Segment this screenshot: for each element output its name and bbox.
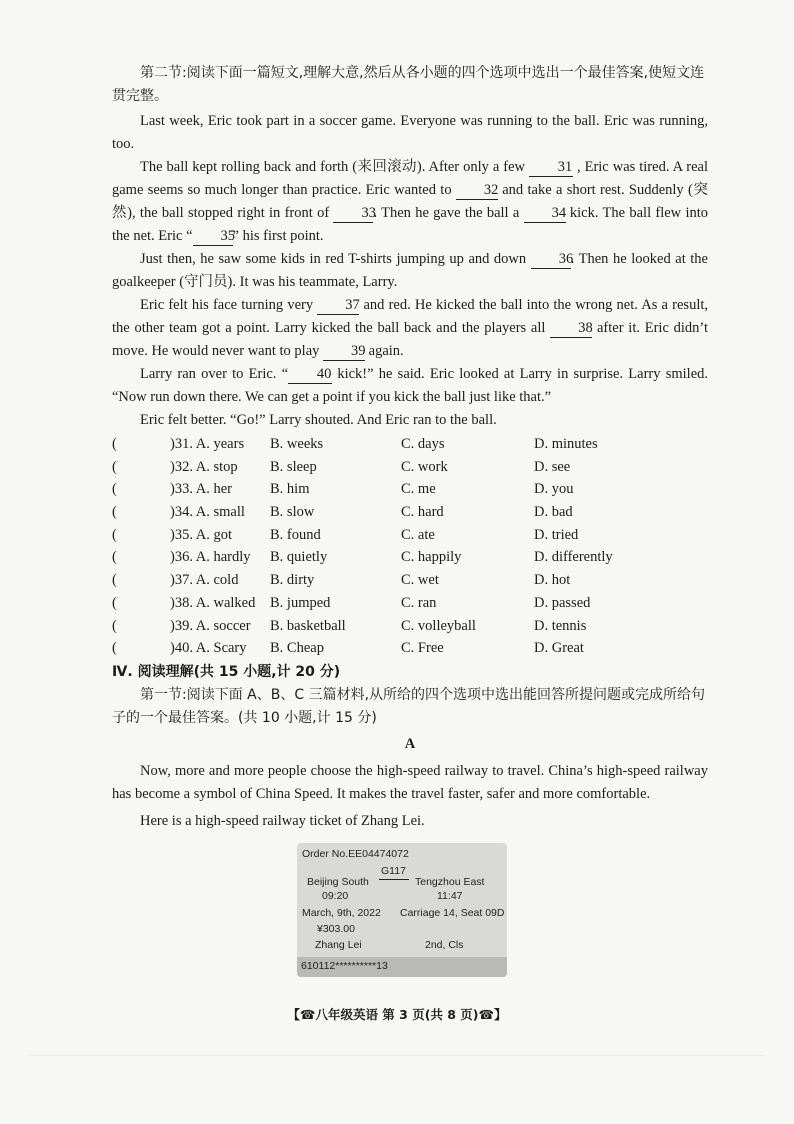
story-text: Larry ran over to Eric. “	[140, 366, 289, 382]
story-text: Just then, he saw some kids in red T-shirts jumping up and down	[140, 251, 527, 267]
option-d: D. Great	[534, 640, 584, 657]
option-c: C. happily	[401, 549, 462, 566]
blank-31: 31	[529, 158, 573, 177]
ticket-passenger-name: Zhang Lei	[315, 939, 362, 951]
option-c: C. ate	[401, 526, 435, 543]
answer-paren: (	[112, 549, 117, 566]
option-row	[112, 478, 708, 501]
railway-ticket	[297, 843, 507, 977]
blank-37: 37	[317, 296, 359, 315]
option-c: C. ran	[401, 594, 437, 611]
blank-35: 35	[193, 227, 233, 246]
ticket-class: 2nd, Cls	[425, 939, 464, 951]
option-b: B. basketball	[270, 617, 346, 634]
answer-paren: (	[112, 436, 117, 452]
option-c: C. Free	[401, 640, 444, 657]
option-a: )31. A. years	[170, 436, 245, 452]
story-text: kick. The ball flew into the net. Eric “	[112, 205, 709, 244]
page-footer: 【☎八年级英语 第 3 页(共 8 页)☎】	[287, 1007, 507, 1022]
ticket-seat: Carriage 14, Seat 09D	[400, 907, 505, 919]
option-d: D. differently	[534, 549, 613, 566]
option-b: B. him	[270, 481, 310, 498]
option-c: C. volleyball	[401, 617, 476, 634]
option-c: C. hard	[401, 504, 444, 521]
option-row	[112, 615, 708, 638]
option-d: D. you	[534, 481, 574, 498]
blank-32: 32	[456, 181, 498, 200]
blank-38: 38	[550, 319, 592, 338]
page-divider	[30, 1055, 764, 1056]
blank-36: 36	[531, 250, 571, 269]
option-b: B. slow	[270, 504, 315, 521]
option-row	[112, 456, 708, 479]
section4-heading: Ⅳ. 阅读理解(共 15 小题,计 20 分)	[112, 663, 341, 680]
option-b: B. sleep	[270, 458, 317, 475]
page-content	[112, 62, 708, 833]
story-text: . Then he gave the ball a	[373, 205, 520, 221]
ticket-depart-time: 09:20	[322, 890, 349, 902]
story-paragraph-5	[112, 363, 708, 409]
answer-paren: (	[112, 504, 117, 521]
answer-paren: (	[112, 640, 117, 657]
story-text: Eric felt his face turning very	[140, 297, 314, 313]
option-a: )39. A. soccer	[170, 617, 251, 634]
option-d: D. minutes	[534, 436, 598, 452]
answer-paren: (	[112, 526, 117, 543]
option-row	[112, 546, 708, 569]
passage-a-paragraph-2: Here is a high-speed railway ticket of Zhang Lei.	[140, 812, 425, 829]
option-row	[112, 569, 708, 592]
story-paragraph-6: Eric felt better. “Go!” Larry shouted. And Eric ran to the ball.	[140, 412, 497, 428]
section2-instructions: 第二节:阅读下面一篇短文,理解大意,然后从各小题的四个选项中选出一个最佳答案,使短文连贯完整。	[112, 65, 705, 104]
option-c: C. work	[401, 458, 448, 475]
story-text: , Eric was tired. A real game seems so much longer than practice. Eric wanted to	[112, 159, 709, 198]
story-text: and take a short rest. Suddenly (突然), the ball stopped right in front of	[112, 182, 709, 221]
ticket-order-number: Order No.EE04474072	[302, 848, 409, 860]
option-a: )37. A. cold	[170, 572, 239, 589]
ticket-arrive-time: 11:47	[437, 890, 463, 902]
ticket-date: March, 9th, 2022	[302, 907, 381, 919]
option-a: )36. A. hardly	[170, 549, 251, 566]
option-d: D. tried	[534, 526, 579, 543]
option-row	[112, 524, 708, 547]
passage-a-paragraph-1: Now, more and more people choose the high-speed railway to travel. China’s high-speed railway has become a symbol of China Speed. It makes the travel faster, safer and more comfortable.	[112, 762, 708, 802]
option-a: )32. A. stop	[170, 458, 238, 475]
ticket-id-number: 610112**********13	[301, 960, 388, 972]
story-paragraph-1: Last week, Eric took part in a soccer game. Everyone was running to the ball. Eric was running, too.	[112, 113, 708, 152]
option-c: C. me	[401, 481, 436, 498]
blank-33: 33	[333, 204, 373, 223]
option-b: B. Cheap	[270, 640, 324, 657]
story-paragraph-4	[112, 294, 708, 363]
option-d: D. hot	[534, 572, 571, 589]
story-text: kick!” he said. Eric looked at Larry in surprise. Larry smiled. “Now run down there. We can get a point if you kick the ball just like that.”	[112, 366, 709, 405]
option-d: D. bad	[534, 504, 573, 521]
option-c: C. wet	[401, 572, 439, 589]
answer-paren: (	[112, 458, 117, 475]
option-a: )35. A. got	[170, 526, 233, 543]
passage-a-title: A	[404, 735, 416, 752]
story-text: and red. He kicked the ball into the wrong net. As a result, the other team got a point. Larry kicked the ball back and the players all	[112, 297, 708, 336]
option-b: B. jumped	[270, 594, 331, 611]
blank-39: 39	[323, 342, 365, 361]
option-b: B. dirty	[270, 572, 315, 589]
story-text: . Then he looked at the goalkeeper (守门员). It was his teammate, Larry.	[112, 251, 708, 290]
story-text: again.	[368, 343, 404, 359]
ticket-from-station: Beijing South	[307, 876, 369, 888]
option-row	[112, 637, 708, 660]
option-a: )34. A. small	[170, 504, 245, 521]
answer-paren: (	[112, 617, 117, 634]
blank-34: 34	[524, 204, 566, 223]
story-text: The ball kept rolling back and forth (来回滚动). After only a few	[140, 159, 526, 175]
blank-40: 40	[288, 365, 332, 384]
option-a: )33. A. her	[170, 481, 233, 498]
option-row	[112, 433, 708, 456]
story-text: ” his first point.	[232, 228, 324, 244]
option-row	[112, 501, 708, 524]
section4-part1-instructions: 第一节:阅读下面 A、B、C 三篇材料,从所给的四个选项中选出能回答所提问题或完成所给句子的一个最佳答案。(共 10 小题,计 15 分)	[112, 686, 706, 726]
ticket-route-arrow	[379, 879, 409, 880]
ticket-price: ¥303.00	[317, 923, 355, 935]
option-a: )38. A. walked	[170, 594, 256, 611]
option-d: D. see	[534, 458, 571, 475]
answer-paren: (	[112, 481, 117, 498]
option-b: B. found	[270, 526, 321, 543]
option-d: D. tennis	[534, 617, 587, 634]
story-paragraph-2	[112, 156, 708, 248]
answer-paren: (	[112, 594, 117, 611]
option-c: C. days	[401, 436, 445, 452]
story-paragraph-3	[112, 248, 708, 294]
story-text: after it. Eric didn’t move. He would never want to play	[112, 320, 709, 359]
ticket-train-number: G117	[381, 865, 406, 877]
ticket-to-station: Tengzhou East	[415, 876, 485, 888]
option-row	[112, 592, 708, 615]
option-b: B. weeks	[270, 436, 324, 452]
answer-paren: (	[112, 572, 117, 589]
option-d: D. passed	[534, 594, 591, 611]
option-b: B. quietly	[270, 549, 328, 566]
option-a: )40. A. Scary	[170, 640, 247, 657]
options-table	[112, 433, 708, 660]
